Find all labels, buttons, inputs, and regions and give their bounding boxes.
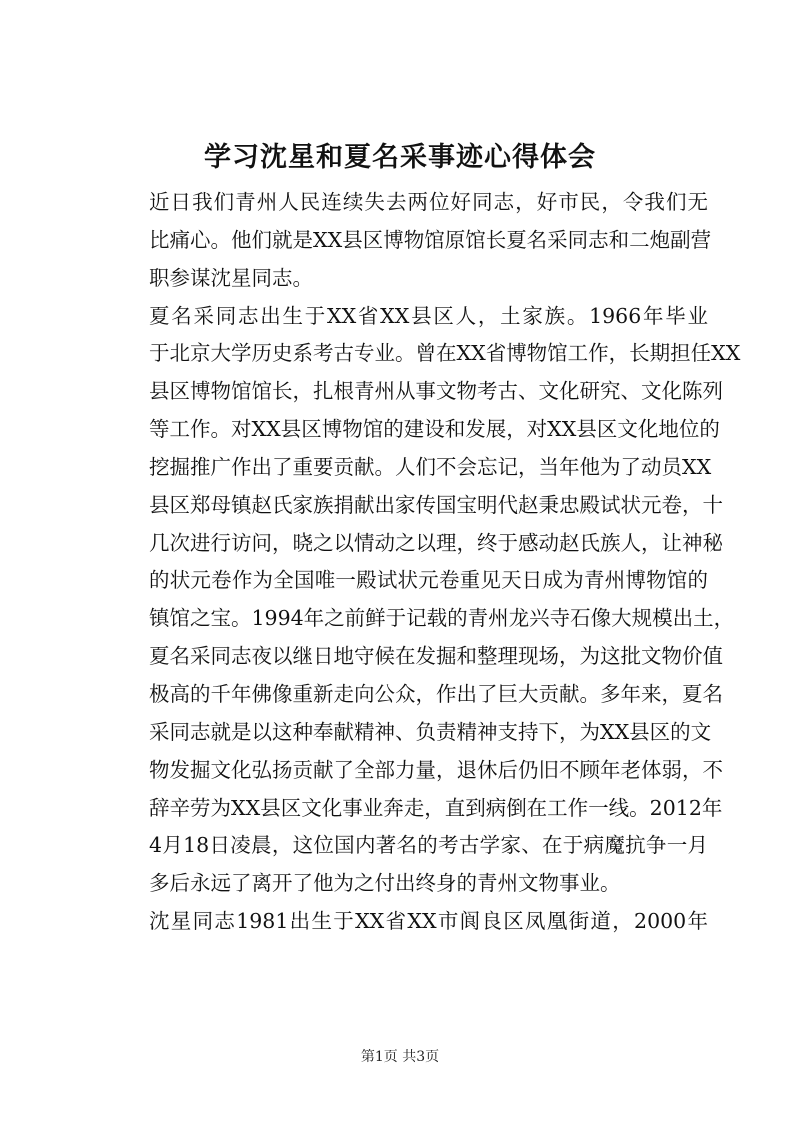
text-line: 比痛心。他们就是XX县区博物馆原馆长夏名采同志和二炮副营 <box>149 227 712 252</box>
text-line: 多后永远了离开了他为之付出终身的青州文物事业。 <box>149 871 621 896</box>
paragraph-3 <box>108 903 708 941</box>
text-line: 于北京大学历史系考古专业。曾在XX省博物馆工作，长期担任XX <box>149 341 741 366</box>
text-line: 几次进行访问，晓之以情动之以理，终于感动赵氏族人，让神秘 <box>149 530 723 555</box>
text-line: 的状元卷作为全国唯一殿试状元卷重见天日成为青州博物馆的 <box>149 568 708 593</box>
paragraph-1 <box>108 184 712 298</box>
text-line: 职参谋沈星同志。 <box>149 265 313 290</box>
text-line: 等工作。对XX县区博物馆的建设和发展，对XX县区文化地位的 <box>149 417 720 442</box>
text-line: 挖掘推广作出了重要贡献。人们不会忘记，当年他为了动员XX <box>149 454 712 479</box>
paragraph-2 <box>108 298 741 904</box>
text-line: 镇馆之宝。1994年之前鲜于记载的青州龙兴寺石像大规模出土， <box>149 606 735 631</box>
text-line: 4月18日凌晨，这位国内著名的考古学家、在于病魔抗争一月 <box>149 833 708 858</box>
text-line: 县区郑母镇赵氏家族捐献出家传国宝明代赵秉忠殿试状元卷，十 <box>149 492 723 517</box>
document-title: 学习沈星和夏名采事迹心得体会 <box>204 142 596 173</box>
text-line: 近日我们青州人民连续失去两位好同志，好市民，令我们无 <box>149 190 708 214</box>
text-line: 物发掘文化弘扬贡献了全部力量，退休后仍旧不顾年老体弱，不 <box>149 757 723 782</box>
text-line: 极高的千年佛像重新走向公众，作出了巨大贡献。多年来，夏名 <box>149 681 723 706</box>
text-line: 沈星同志1981出生于XX省XX市阆良区凤凰街道，2000年 <box>149 909 708 934</box>
text-line: 夏名采同志夜以继日地守候在发掘和整理现场，为这批文物价值 <box>149 644 723 669</box>
page-number-footer: 第1页 共3页 <box>360 1049 440 1065</box>
document-body <box>108 184 741 941</box>
text-line: 夏名采同志出生于XX省XX县区人，土家族。1966年毕业 <box>149 303 708 328</box>
text-line: 辞辛劳为XX县区文化事业奔走，直到病倒在工作一线。2012年 <box>149 795 723 820</box>
text-line: 县区博物馆馆长，扎根青州从事文物考古、文化研究、文化陈列 <box>149 379 723 404</box>
text-line: 采同志就是以这种奉献精神、负责精神支持下，为XX县区的文 <box>149 719 712 744</box>
